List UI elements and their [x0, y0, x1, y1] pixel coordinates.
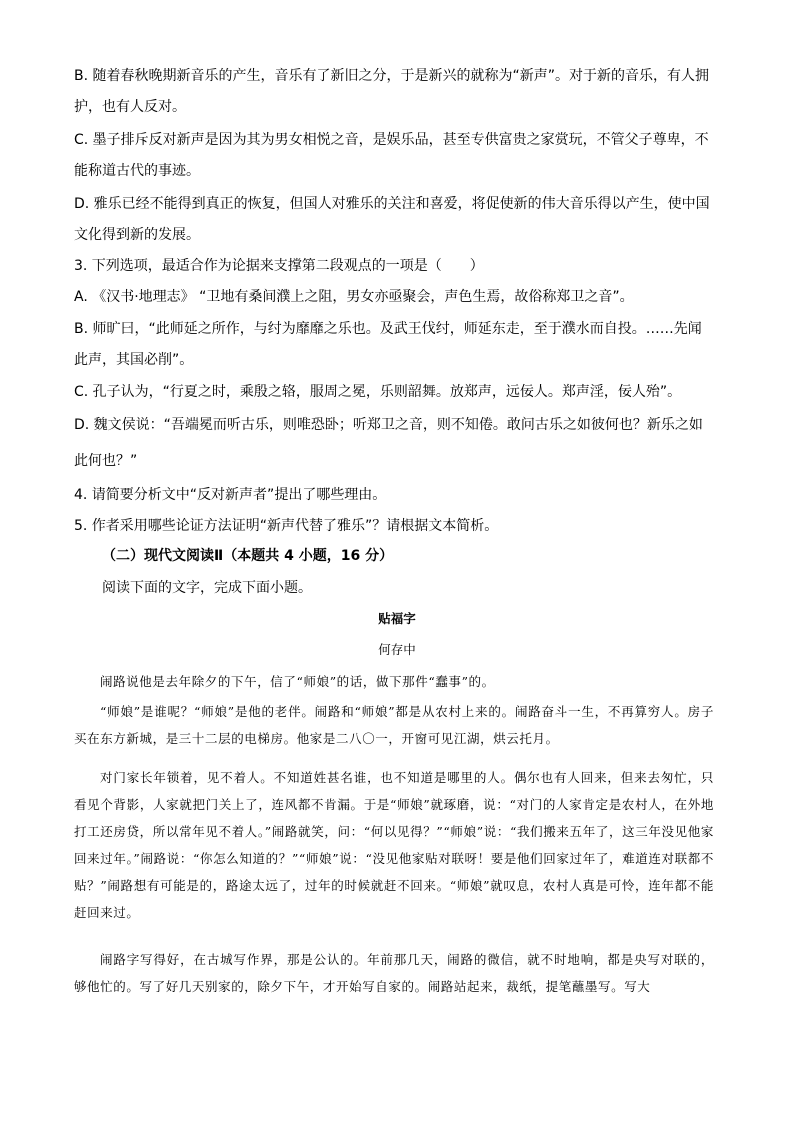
section-instruction: 阅读下面的文字，完成下面小题。	[102, 580, 312, 596]
q2-option-d-line2: 文化得到新的发展。	[74, 227, 200, 243]
article-paragraph-2: “师娘”是谁呢？“师娘”是他的老伴。闹路和“师娘”都是从农村上来的。闹路奋斗一生，不再算穷人。房子买在东方新城，是三十二层的电梯房。他家是二八〇一，开窗可见江湖，烘云托月。	[74, 704, 714, 746]
q2-option-d-line1: D. 雅乐已经不能得到真正的恢复，但国人对雅乐的关注和喜爱，将促使新的伟大音乐得以产生，使中国	[74, 196, 710, 212]
question-4: 4. 请简要分析文中“反对新声者”提出了哪些理由。	[74, 487, 387, 503]
q2-option-b-line2: 护，也有人反对。	[74, 99, 186, 115]
article-author: 何存中	[378, 642, 416, 657]
q2-option-c-line2: 能称道古代的事迹。	[74, 163, 200, 179]
article-paragraph-4: 闹路字写得好，在古城写作界，那是公认的。年前那几天，闹路的微信，就不时地响，都是央写对联的，够他忙的。写了好几天别家的，除夕下午，才开始写自家的。闹路站起来，裁纸，提笔蘸墨写。写大	[74, 952, 714, 994]
section-heading: （二）现代文阅读Ⅱ（本题共 4 小题，16 分）	[102, 548, 394, 564]
q3-option-a: A. 《汉书·地理志》 “卫地有桑间濮上之阻，男女亦亟聚会，声色生焉，故俗称郑卫之音”。	[74, 289, 634, 305]
question-3-stem: 3. 下列选项，最适合作为论据来支撑第二段观点的一项是（ ）	[74, 258, 484, 274]
q3-option-b-line2: 此声，其国必削”。	[74, 352, 194, 368]
question-5: 5. 作者采用哪些论证方法证明“新声代替了雅乐”？请根据文本简析。	[74, 518, 499, 534]
q3-option-c: C. 孔子认为，“行夏之时，乘殷之辂，服周之冕，乐则韶舞。放郑声，远佞人。郑声淫，佞人殆”。	[74, 384, 682, 400]
q3-option-d-line2: 此何也？”	[74, 453, 138, 469]
q3-option-b-line1: B. 师旷曰，“此师延之所作，与纣为靡靡之乐也。及武王伐纣，师延东走，至于濮水而自投。……先闻	[74, 321, 702, 337]
article-title: 贴福字	[378, 611, 416, 626]
q3-option-d-line1: D. 魏文侯说：“吾端冕而听古乐，则唯恐卧；听郑卫之音，则不知倦。敢问古乐之如彼何也？新乐之如	[74, 417, 703, 433]
article-paragraph-3: 对门家长年锁着，见不着人。不知道姓甚名谁，也不知道是哪里的人。偶尔也有人回来，但来去匆忙，只看见个背影，人家就把门关上了，连风都不肯漏。于是“师娘”就琢磨，说：“对门的人家肯定是农村人，在外地打工还房贷，所以常年见不着人。”闹路就笑，问：“何以见得？”“师娘”说：“我们搬来五年了，这三年没见他家回来过年。”闹路说：“你怎么知道的？”“师娘”说：“没见他家贴对联呀！要是他们回家过年了，难道连对联都不贴？”闹路想有可能是的，路途太远了，过年的时候就赶不回来。“师娘”就叹息，农村人真是可怜，连年都不能赶回来过。	[74, 770, 714, 920]
article-paragraph-1: 闹路说他是去年除夕的下午，信了“师娘”的话，做下那件“蠢事”的。	[100, 674, 495, 689]
q2-option-c-line1: C. 墨子排斥反对新声是因为其为男女相悦之音，是娱乐品，甚至专供富贵之家赏玩，不管父子尊卑，不	[74, 132, 709, 148]
q2-option-b-line1: B. 随着春秋晚期新音乐的产生，音乐有了新旧之分，于是新兴的就称为“新声”。对于新的音乐，有人拥	[74, 68, 710, 84]
